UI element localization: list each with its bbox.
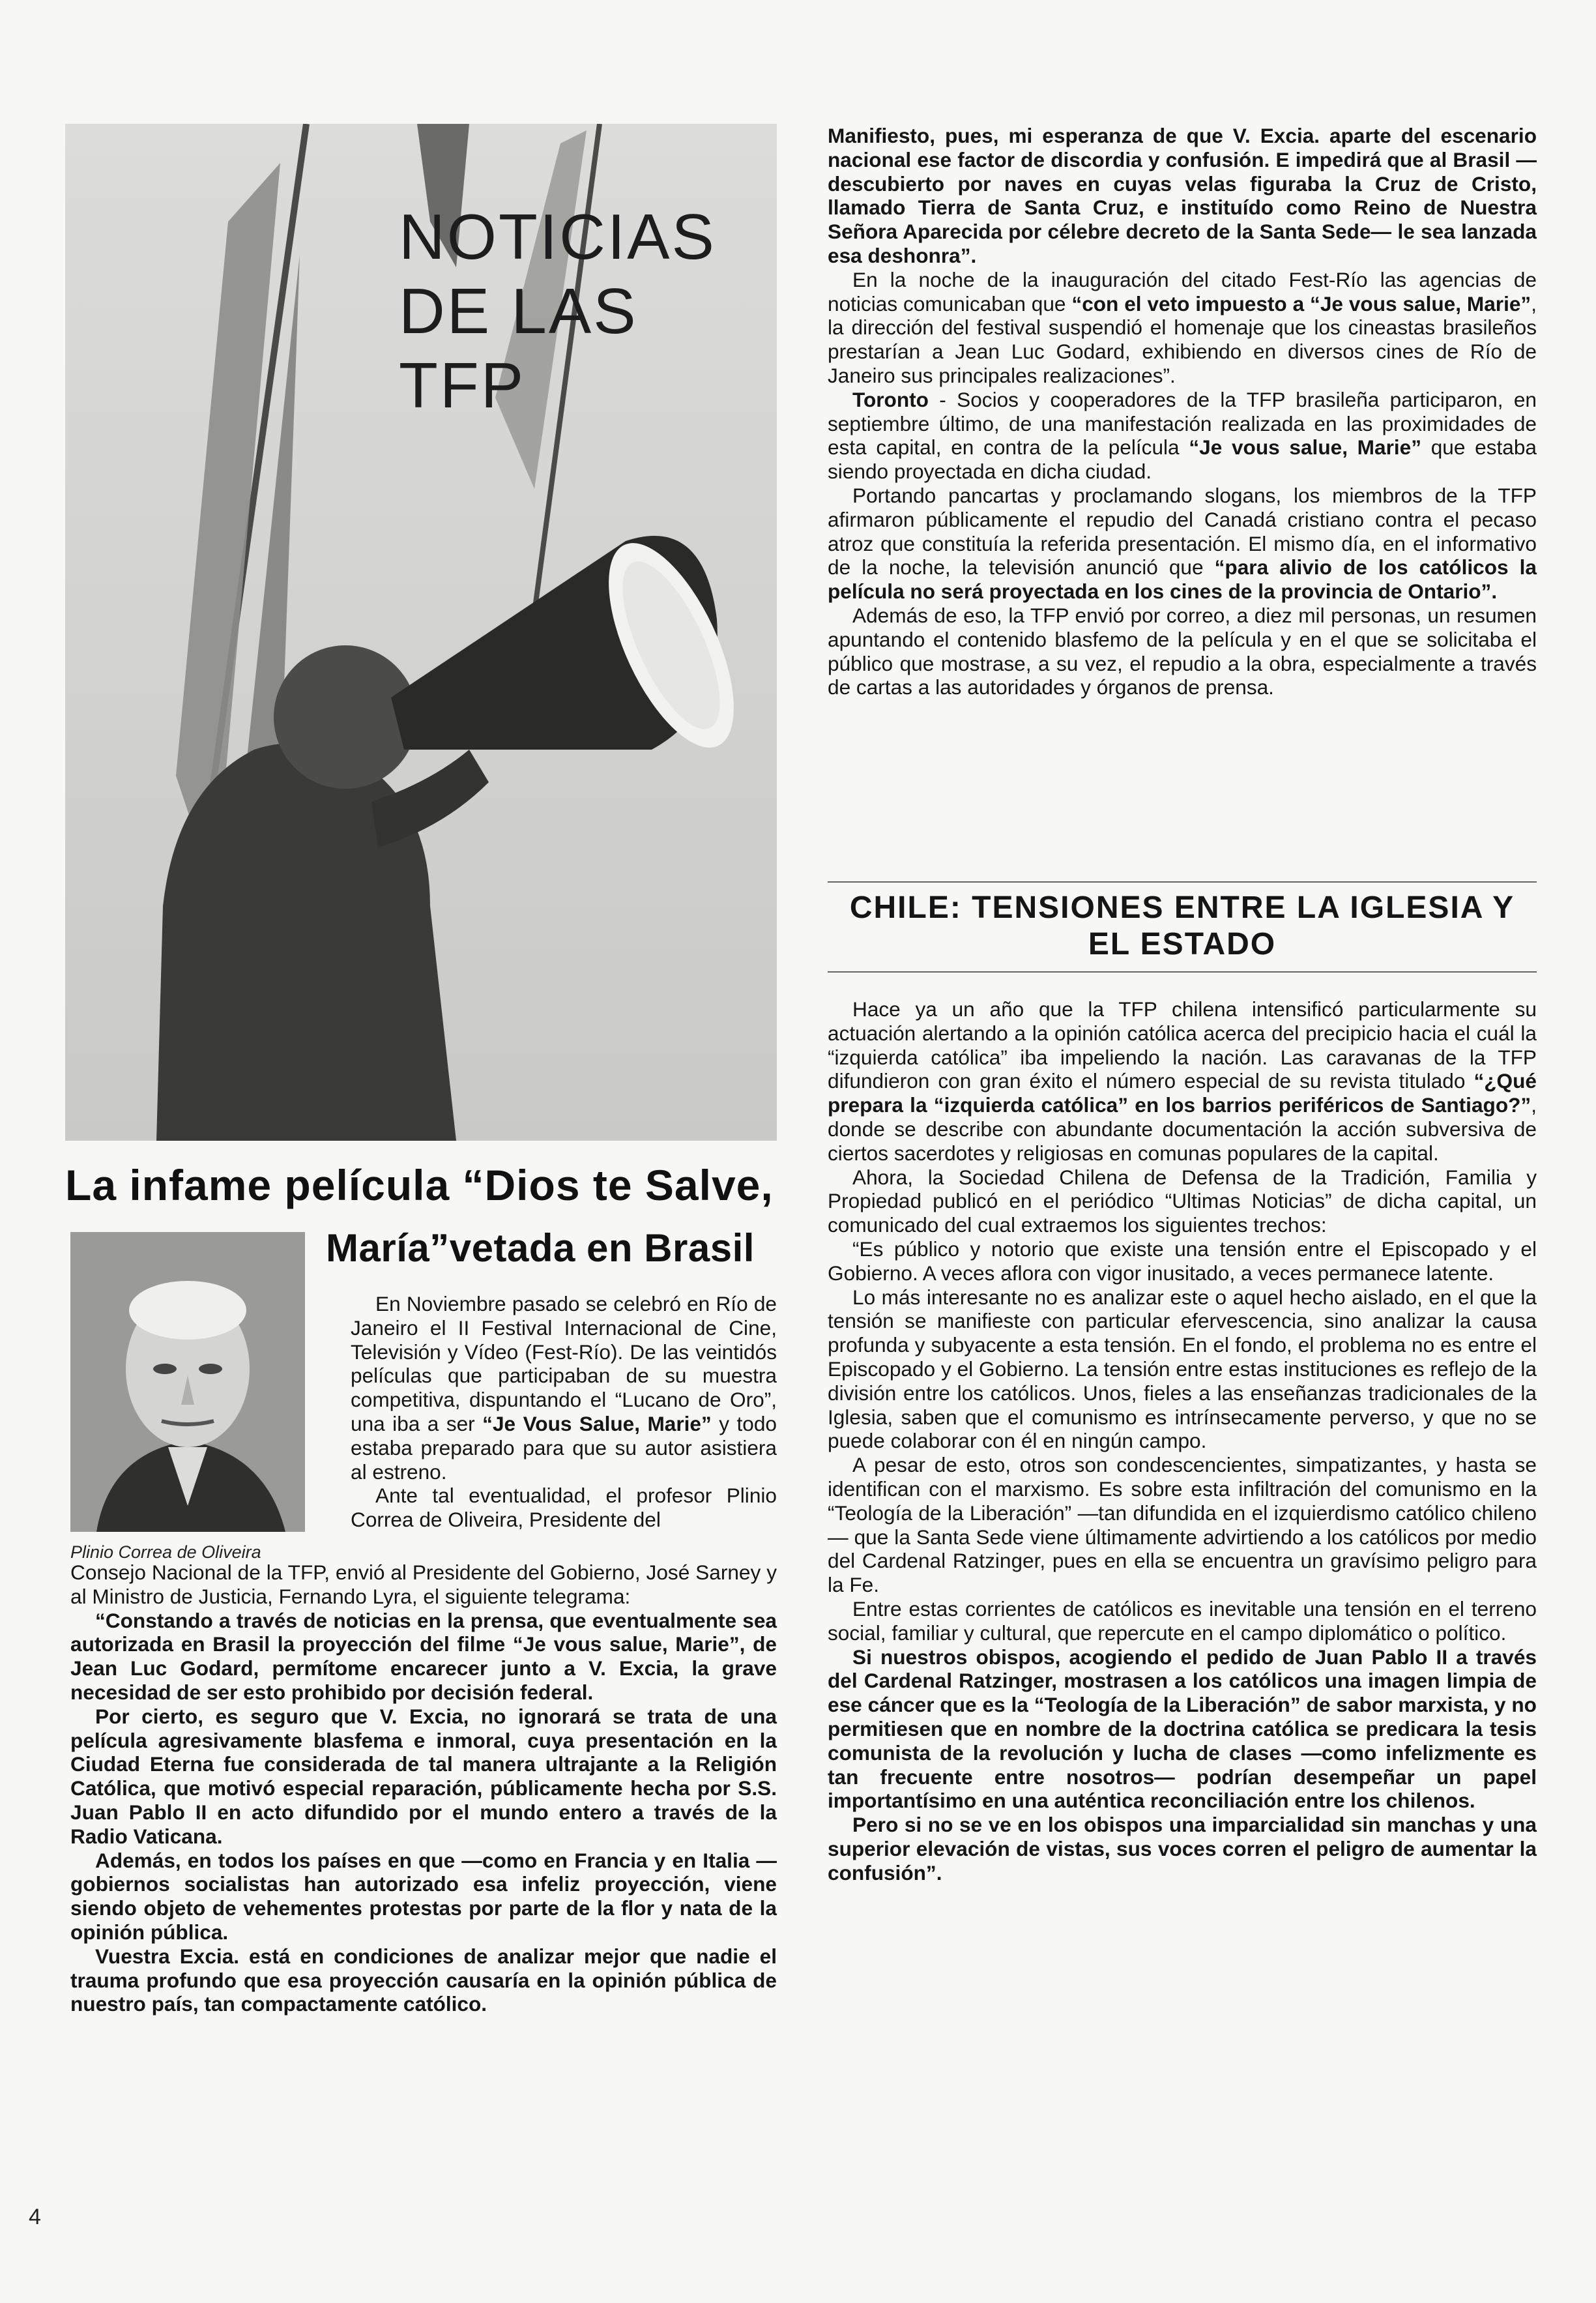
portrait-caption: Plinio Correa de Oliveira — [70, 1542, 261, 1562]
toronto-p-a: - Socios y cooperadores de la TFP brasileña participaron, en septiembre último, de una manifestación realizada en las proximidades de esta capital, en contra de la película — [828, 387, 1537, 460]
toronto-p-b: que estaba siendo proyectada en dicha ciudad. — [828, 435, 1537, 484]
chile-section-heading: CHILE: TENSIONES ENTRE LA IGLESIA Y EL ESTADO — [849, 890, 1515, 961]
telegram-p2-bold: Por cierto, es seguro que V. Excia, no ignorará se trata de una película agresivamente blasfema e inmoral, cuya presentación en la Ciudad Eterna fue considerada de tal manera ultrajante a la Religión Católica, que motivó especial reparación, públicamente hecha por S.S. Juan Pablo II en acto difundido por el mundo entero a través de la Radio Vaticana. — [70, 1704, 777, 1848]
toronto-lead: Toronto — [852, 387, 929, 411]
festival-p-b: , la dirección del festival suspendió el homenaje que los cineastas brasileños prestarían a Jean Luc Godard, exhibiendo en diversos cines de Río de Janeiro sus principales realizaciones”. — [828, 291, 1537, 387]
article-headline-line-1: La infame película “Dios te Salve, — [65, 1161, 774, 1209]
left-column — [70, 1561, 777, 2016]
intro-p1-text: En Noviembre pasado se celebró en Río de Janeiro el II Festival Internacional de Cine, Televisión y Vídeo (Fest-Río). De las veintidós películas que participaban de su muestra competitiva, dispuntando el “Lucano de Oro”, una iba a ser — [351, 1292, 777, 1435]
telegram-paragraph-4 — [70, 1944, 777, 2016]
telegram-paragraph-2 — [70, 1705, 777, 1849]
chile-p7-bold: Si nuestros obispos, acogiendo el pedido de Juan Pablo II a través del Cardenal Ratzinger, mostrasen a los católicos una imagen limpia de ese cáncer que es la “Teología de la Liberación” de sabor marxista, y no permitiesen que en nombre de la doctrina católica se predicara la tesis comunista de la revolución y lucha de clases —como infelizmente es tan frecuente entre nosotros— podrían desempeñar un papel importantísimo en una auténtica reconciliación entre los chilenos. — [828, 1645, 1537, 1813]
telegram-paragraph-1 — [70, 1609, 777, 1705]
festival-paragraph — [828, 268, 1537, 388]
telegram-paragraph-3 — [70, 1849, 777, 1944]
title-line-1: NOTICIAS — [399, 201, 716, 272]
telegram-p5-bold: Manifiesto, pues, mi esperanza de que V. Excia. aparte del escenario nacional ese factor de discordia y confusión. E impedirá que al Brasil —descubierto por naves en cuyas velas figuraba la Cruz de Cristo, llamado Tierra de Santa Cruz, e instituído como Reino de Nuestra Señora Aparecida por célebre decreto de la Santa Sede— le sea lanzada esa deshonra”. — [828, 124, 1537, 267]
intro-paragraph-1 — [351, 1292, 777, 1484]
chile-paragraph-6: Entre estas corrientes de católicos es inevitable una tensión en el terreno social, familiar y cultural, que repercute en el campo diplomático o político. — [828, 1596, 1537, 1645]
section-divider-top — [828, 881, 1537, 883]
chile-paragraph-8 — [828, 1813, 1537, 1885]
title-line-3: TFP — [399, 349, 526, 421]
intro-p1-end: y todo estaba preparado para que su autor asistiera al estreno. — [351, 1411, 777, 1484]
chile-paragraph-1 — [828, 997, 1537, 1166]
mail-paragraph: Además de eso, la TFP envió por correo, a diez mil personas, un resumen apuntando el contenido blasfemo de la película y en el que se solicitaba el público que mostrase, a su vez, el repudio a la obra, especialmente a través de cartas a las autoridades y órganos de prensa. — [828, 603, 1537, 699]
title-line-2: DE LAS — [399, 275, 638, 347]
intro-paragraph-2: Ante tal eventualidad, el profesor Plinio Correa de Oliveira, Presidente del — [351, 1484, 777, 1532]
chile-paragraph-3: “Es público y notorio que existe una tensión entre el Episcopado y el Gobierno. A veces aflora con vigor inusitado, a veces permanece latente. — [828, 1237, 1537, 1285]
telegram-p4-bold: Vuestra Excia. está en condiciones de analizar mejor que nadie el trauma profundo que esa proyección causaría en la opinión pública de nuestro país, tan compactamente católico. — [70, 1944, 777, 2016]
toronto-p-bold: “Je vous salue, Marie” — [1189, 435, 1422, 460]
chile-p1-b: , donde se describe con abundante documentación la acción subversiva de ciertos sacerdotes y religiosas en comunas populares de la capital. — [828, 1093, 1537, 1165]
chile-paragraph-5: A pesar de esto, otros son condescencientes, simpatizantes, y hasta se identifican con el marxismo. Es sobre esta infiltración del comunismo en la “Teología de la Liberación” —tan difundida en el izquierdismo católico chileno— que la Santa Sede viene últimamente advirtiendo a los católicos por medio del Cardenal Ratzinger, pues en ella se encuentra un gravísimo peligro para la Fe. — [828, 1453, 1537, 1597]
right-column — [828, 124, 1537, 699]
chile-paragraph-2: Ahora, la Sociedad Chilena de Defensa de la Tradición, Familia y Propiedad publicó en el periódico “Ultimas Noticias” de dicha capital, un comunicado del cual extraemos los siguientes trechos: — [828, 1165, 1537, 1237]
chile-paragraph-4: Lo más interesante no es analizar este o aquel hecho aislado, en el que la tensión se manifieste con particular efervescencia, sino analizar la causa profunda y subyacente a esta tensión. En el fondo, el problema no es entre el Episcopado y el Gobierno. La tensión entre estas instituciones es reflejo de la división entre los católicos. Unos, fieles a las enseñanzas tradicionales de la Iglesia, saben que el comunismo es intrínsecamente perverso, y que no se puede colaborar con él en ningún campo. — [828, 1285, 1537, 1453]
toronto-paragraph — [828, 388, 1537, 484]
section-title — [399, 199, 716, 422]
telegram-p1-bold: “Constando a través de noticias en la prensa, que eventualmente sea autorizada en Brasil la proyección del filme “Je vous salue, Marie”, de Jean Luc Godard, permítome encarecer junto a V. Excia, la grave necesidad de ser esto prohibido por decisión federal. — [70, 1608, 777, 1704]
festival-p-bold: “con el veto impuesto a “Je vous salue, Marie” — [1071, 291, 1531, 315]
hero-photo — [65, 124, 777, 1141]
intro-column — [351, 1292, 777, 1532]
ontario-p-a: Portando pancartas y proclamando slogans, los miembros de la TFP afirmaron públicamente el repudio del Canadá cristiano contra el pecaso atroz que constituía la referida presentación. El mismo día, en el informativo de la noche, la televisión anunció que — [828, 483, 1537, 579]
telegram-p3-bold: Además, en todos los países en que —como en Francia y en Italia —gobiernos socialistas han autorizado esa infeliz proyección, viene siendo objeto de vehementes protestas por parte de la flor y nata de la opinión pública. — [70, 1848, 777, 1944]
portrait-photo — [70, 1232, 305, 1532]
film-title-bold: “Je Vous Salue, Marie” — [482, 1411, 712, 1435]
chile-p8-bold: Pero si no se ve en los obispos una imparcialidad sin manchas y una superior elevación de vistas, sus voces corren el peligro de aumentar la confusión”. — [828, 1813, 1537, 1885]
portrait-illustration — [70, 1232, 305, 1532]
chile-column — [828, 997, 1537, 1885]
chile-paragraph-7 — [828, 1645, 1537, 1813]
chile-p1-a: Hace ya un año que la TFP chilena intensificó particularmente su actuación alertando a la opinión católica acerca del precipicio hacia el cuál la “izquierda católica” iba impeliendo la nación. Las caravanas de la TFP difundieron con gran éxito el número especial de su revista titulado — [828, 997, 1537, 1093]
section-divider-bottom — [828, 971, 1537, 973]
ontario-p-bold: “para alivio de los católicos la película no será proyectada en los cines de la provincia de Ontario”. — [828, 555, 1537, 604]
article-headline-line-2: María”vetada en Brasil — [326, 1226, 755, 1270]
page-number: 4 — [29, 2205, 41, 2229]
left-paragraph-1: Consejo Nacional de la TFP, envió al Presidente del Gobierno, José Sarney y al Ministro de Justicia, Fernando Lyra, el siguiente telegrama: — [70, 1561, 777, 1608]
festival-p-a: En la noche de la inauguración del citado Fest-Río las agencias de noticias comunicaban que — [828, 267, 1537, 315]
ontario-paragraph — [828, 484, 1537, 604]
chile-p1-bold: “¿Qué prepara la “izquierda católica” en los barrios periféricos de Santiago?” — [828, 1069, 1537, 1117]
telegram-paragraph-5 — [828, 124, 1537, 268]
